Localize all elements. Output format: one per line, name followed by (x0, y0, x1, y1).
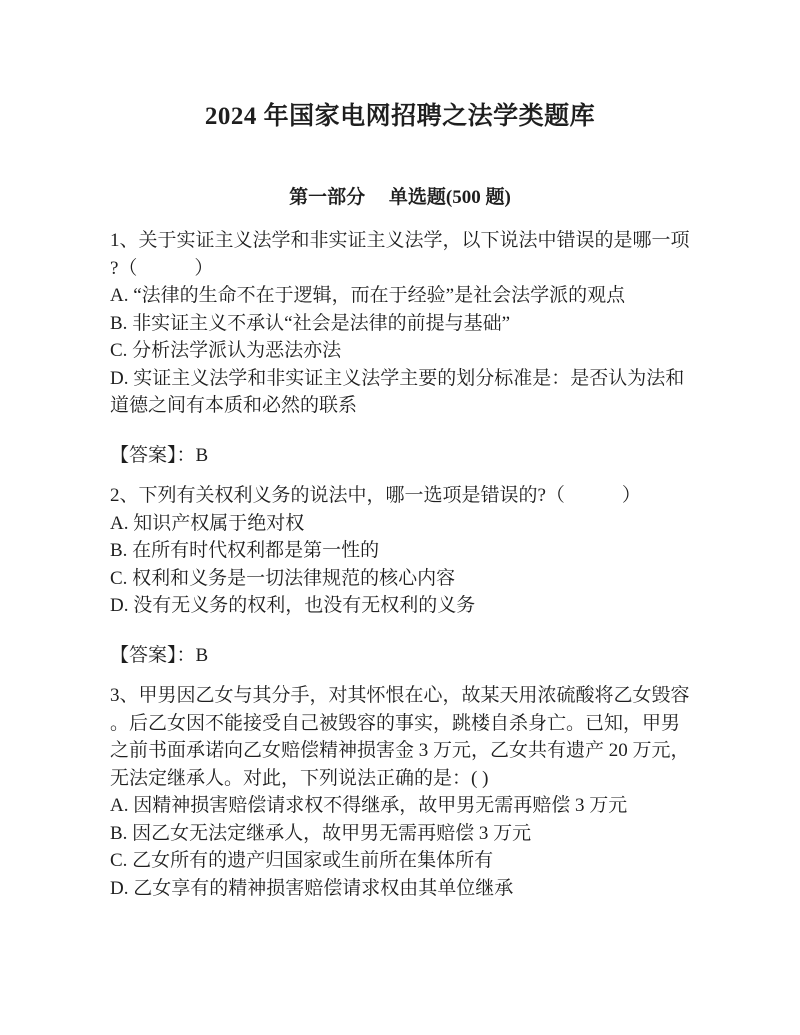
document-title: 2024 年国家电网招聘之法学类题库 (204, 103, 596, 130)
question-2-option-a: A. 知识产权属于绝对权 (110, 512, 305, 534)
question-1-option-b: B. 非实证主义不承认“社会是法律的前提与基础” (110, 312, 511, 334)
question-3-option-c: C. 乙女所有的遗产归国家或生前所在集体所有 (110, 850, 494, 871)
question-1-option-d: D. 实证主义法学和非实证主义法学主要的划分标准是：是否认为法和 道德之间有本质和必然的联系 (110, 367, 685, 416)
question-1-stem: 1、关于实证主义法学和非实证主义法学，以下说法中错误的是哪一项 ?（ ） (110, 230, 690, 279)
question-3-stem: 3、甲男因乙女与其分手，对其怀恨在心，故某天用浓硫酸将乙女毁容 。后乙女因不能接受自己被毁容的事实，跳楼自杀身亡。已知，甲男 之前书面承诺向乙女赔偿精神损害金 3 万元，乙女共有遗产 20 万元， 无法定继承人。对此，下列说法正确的是：( ) (110, 685, 690, 789)
questions-area (110, 227, 690, 902)
question-2-option-d: D. 没有无义务的权利，也没有无权利的义务 (110, 595, 476, 616)
question-2-stem: 2、下列有关权利义务的说法中，哪一选项是错误的?（ ） (110, 485, 641, 506)
question-3-option-a: A. 因精神损害赔偿请求权不得继承，故甲男无需再赔偿 3 万元 (110, 795, 628, 816)
question-3-option-b: B. 因乙女无法定继承人，故甲男无需再赔偿 3 万元 (110, 822, 532, 844)
question-1 (110, 227, 690, 469)
question-3 (110, 682, 690, 902)
question-1-answer: 【答案】：B (110, 444, 209, 466)
question-2 (110, 482, 690, 669)
section-heading: 第一部分 单选题(500 题) (289, 187, 511, 208)
question-3-option-d: D. 乙女享有的精神损害赔偿请求权由其单位继承 (110, 877, 514, 899)
question-2-option-c: C. 权利和义务是一切法律规范的核心内容 (110, 567, 456, 589)
question-1-option-c: C. 分析法学派认为恶法亦法 (110, 340, 342, 361)
question-2-answer: 【答案】：B (110, 644, 209, 666)
question-2-option-b: B. 在所有时代权利都是第一性的 (110, 540, 380, 561)
question-1-option-a: A. “法律的生命不在于逻辑，而在于经验”是社会法学派的观点 (110, 285, 626, 306)
